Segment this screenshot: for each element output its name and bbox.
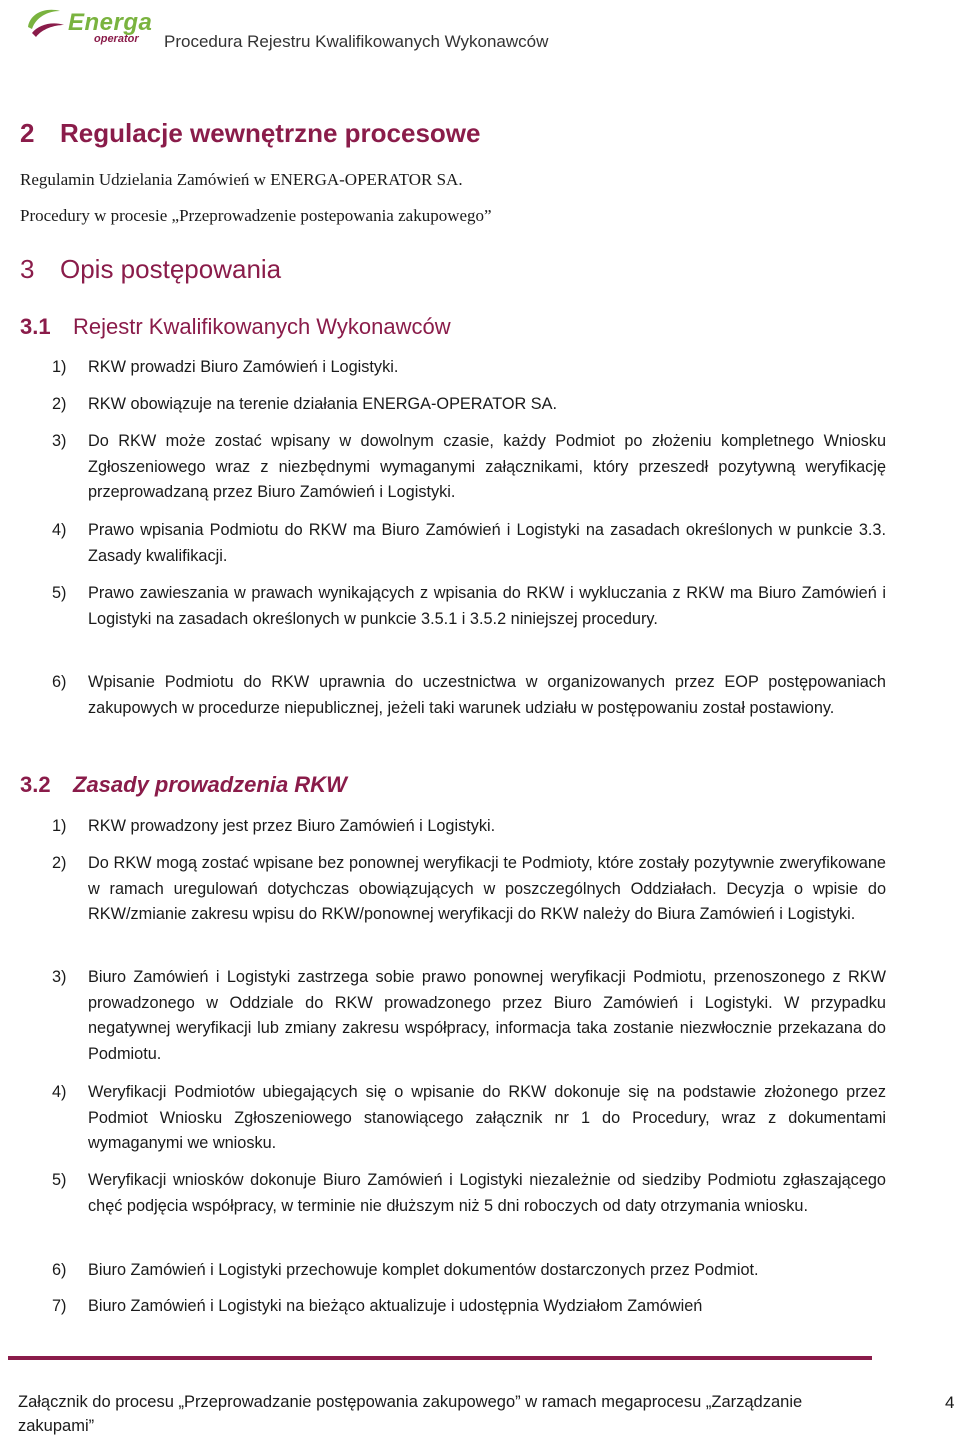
list-item-number: 1) <box>52 817 67 835</box>
list-item-text: Biuro Zamówień i Logistyki na bieżąco aktualizuje i udostępnia Wydziałom Zamówień <box>88 1297 703 1315</box>
section-3-heading <box>20 254 281 285</box>
list-item-number: 5) <box>52 1171 67 1189</box>
list-item-text: Prawo wpisania Podmiotu do RKW ma Biuro Zamówień i Logistyki na zasadach określonych w punkcie 3.3. Zasady kwalifikacji. <box>88 521 886 565</box>
list-item-text: Biuro Zamówień i Logistyki zastrzega sobie prawo ponownej weryfikacji Podmiotu, przenoszonego z RKW prowadzonego w Oddziale do RKW prowadzonego przez Biuro Zamówień i Logistyki. W przypadku negatywnej weryfikacji lub zmiany zakresu współpracy, informacja taka zostanie niezwłocznie przekazana do Podmiotu. <box>88 968 886 1063</box>
list-item-text: Do RKW mogą zostać wpisane bez ponownej weryfikacji te Podmioty, które zostały pozytywnie zweryfikowane w ramach uregulowań dotychczas obowiązujących w poszczególnych Oddziałach. Decyzja o wpisie do RKW/zmianie zakresu wpisu do RKW/ponownej weryfikacji do RKW należy do Biura Zamówień i Logistyki. <box>88 854 886 923</box>
list-item-text: RKW prowadzi Biuro Zamówień i Logistyki. <box>88 358 399 376</box>
list-item <box>52 1168 886 1219</box>
list-item-number: 5) <box>52 584 67 602</box>
list-item-number: 2) <box>52 854 67 872</box>
list-item <box>52 581 886 632</box>
list-item-number: 7) <box>52 1297 67 1315</box>
page-number: 4 <box>945 1393 955 1412</box>
list-item <box>52 670 886 721</box>
section-number: 3 <box>20 254 35 284</box>
section-number: 3.2 <box>20 772 51 797</box>
regulation-line: Regulamin Udzielania Zamówień w ENERGA-OPERATOR SA. <box>20 170 463 189</box>
list-item-text: RKW prowadzony jest przez Biuro Zamówień i Logistyki. <box>88 817 496 835</box>
list-item-text: Weryfikacji wniosków dokonuje Biuro Zamówień i Logistyki niezależnie od siedziby Podmiotu zgłaszającego chęć podjęcia współpracy, w terminie nie dłuższym niż 5 dni roboczych od daty otrzymania wniosku. <box>88 1171 886 1215</box>
section-title: Rejestr Kwalifikowanych Wykonawców <box>73 314 451 339</box>
list-item-text: Do RKW może zostać wpisany w dowolnym czasie, każdy Podmiot po złożeniu kompletnego Wniosku Zgłoszeniowego wraz z niezbędnymi wymaganymi załącznikami, który przeszedł pozytywną weryfikację przeprowadzaną przez Biuro Zamówień i Logistyki. <box>88 432 886 501</box>
list-item <box>52 851 886 928</box>
logo-subtitle: operator <box>94 33 139 45</box>
footer-text: Załącznik do procesu „Przeprowadzanie postępowania zakupowego” w ramach megaprocesu „Zarządzanie zakupami” <box>18 1393 803 1435</box>
section-number: 2 <box>20 118 35 148</box>
list-item-number: 3) <box>52 968 67 986</box>
list-item-number: 3) <box>52 432 67 450</box>
list-item <box>52 1080 886 1157</box>
list-item-number: 6) <box>52 1261 67 1279</box>
list-item-text: Wpisanie Podmiotu do RKW uprawnia do uczestnictwa w organizowanych przez EOP postępowaniach zakupowych w procedurze niepublicznej, jeżeli taki warunek udziału w postępowaniu został postawiony. <box>88 673 886 717</box>
list-item <box>52 355 886 381</box>
list-item <box>52 518 886 569</box>
list-item-text: Weryfikacji Podmiotów ubiegających się o wpisanie do RKW dokonuje się na podstawie złożonego przez Podmiot Wniosku Zgłoszeniowego stanowiącego załącznik nr 1 do Procedury, wraz z dokumentami wymaganymi we wniosku. <box>88 1083 886 1152</box>
list-item-text: RKW obowiązuje na terenie działania ENERGA-OPERATOR SA. <box>88 395 558 413</box>
list-item-number: 4) <box>52 1083 67 1101</box>
list-item <box>52 1258 886 1284</box>
list-item-number: 2) <box>52 395 67 413</box>
logo-name: Energa <box>68 9 153 36</box>
section-title: Opis postępowania <box>60 254 282 284</box>
list-item-number: 1) <box>52 358 67 376</box>
energa-swoosh-icon <box>24 5 66 45</box>
document-header-title: Procedura Rejestru Kwalifikowanych Wykonawców <box>164 32 549 51</box>
list-item <box>52 965 886 1067</box>
regulation-line: Procedury w procesie „Przeprowadzenie postepowania zakupowego” <box>20 206 492 225</box>
list-item-number: 4) <box>52 521 67 539</box>
footer-divider <box>8 1356 872 1360</box>
section-3-2-heading <box>20 772 347 798</box>
list-item-text: Prawo zawieszania w prawach wynikających z wpisania do RKW i wykluczania z RKW ma Biuro Zamówień i Logistyki na zasadach określonych w punkcie 3.5.1 i 3.5.2 niniejszej procedury. <box>88 584 886 628</box>
list-item <box>52 1294 886 1320</box>
section-title: Regulacje wewnętrzne procesowe <box>60 118 481 148</box>
section-title: Zasady prowadzenia RKW <box>73 772 347 797</box>
energa-logo <box>24 5 164 45</box>
list-item-text: Biuro Zamówień i Logistyki przechowuje komplet dokumentów dostarczonych przez Podmiot. <box>88 1261 759 1279</box>
list-item <box>52 814 886 840</box>
section-2-heading <box>20 118 480 149</box>
section-3-1-heading <box>20 314 451 340</box>
section-number: 3.1 <box>20 314 51 339</box>
list-item <box>52 392 886 418</box>
list-item-number: 6) <box>52 673 67 691</box>
list-item <box>52 429 886 506</box>
